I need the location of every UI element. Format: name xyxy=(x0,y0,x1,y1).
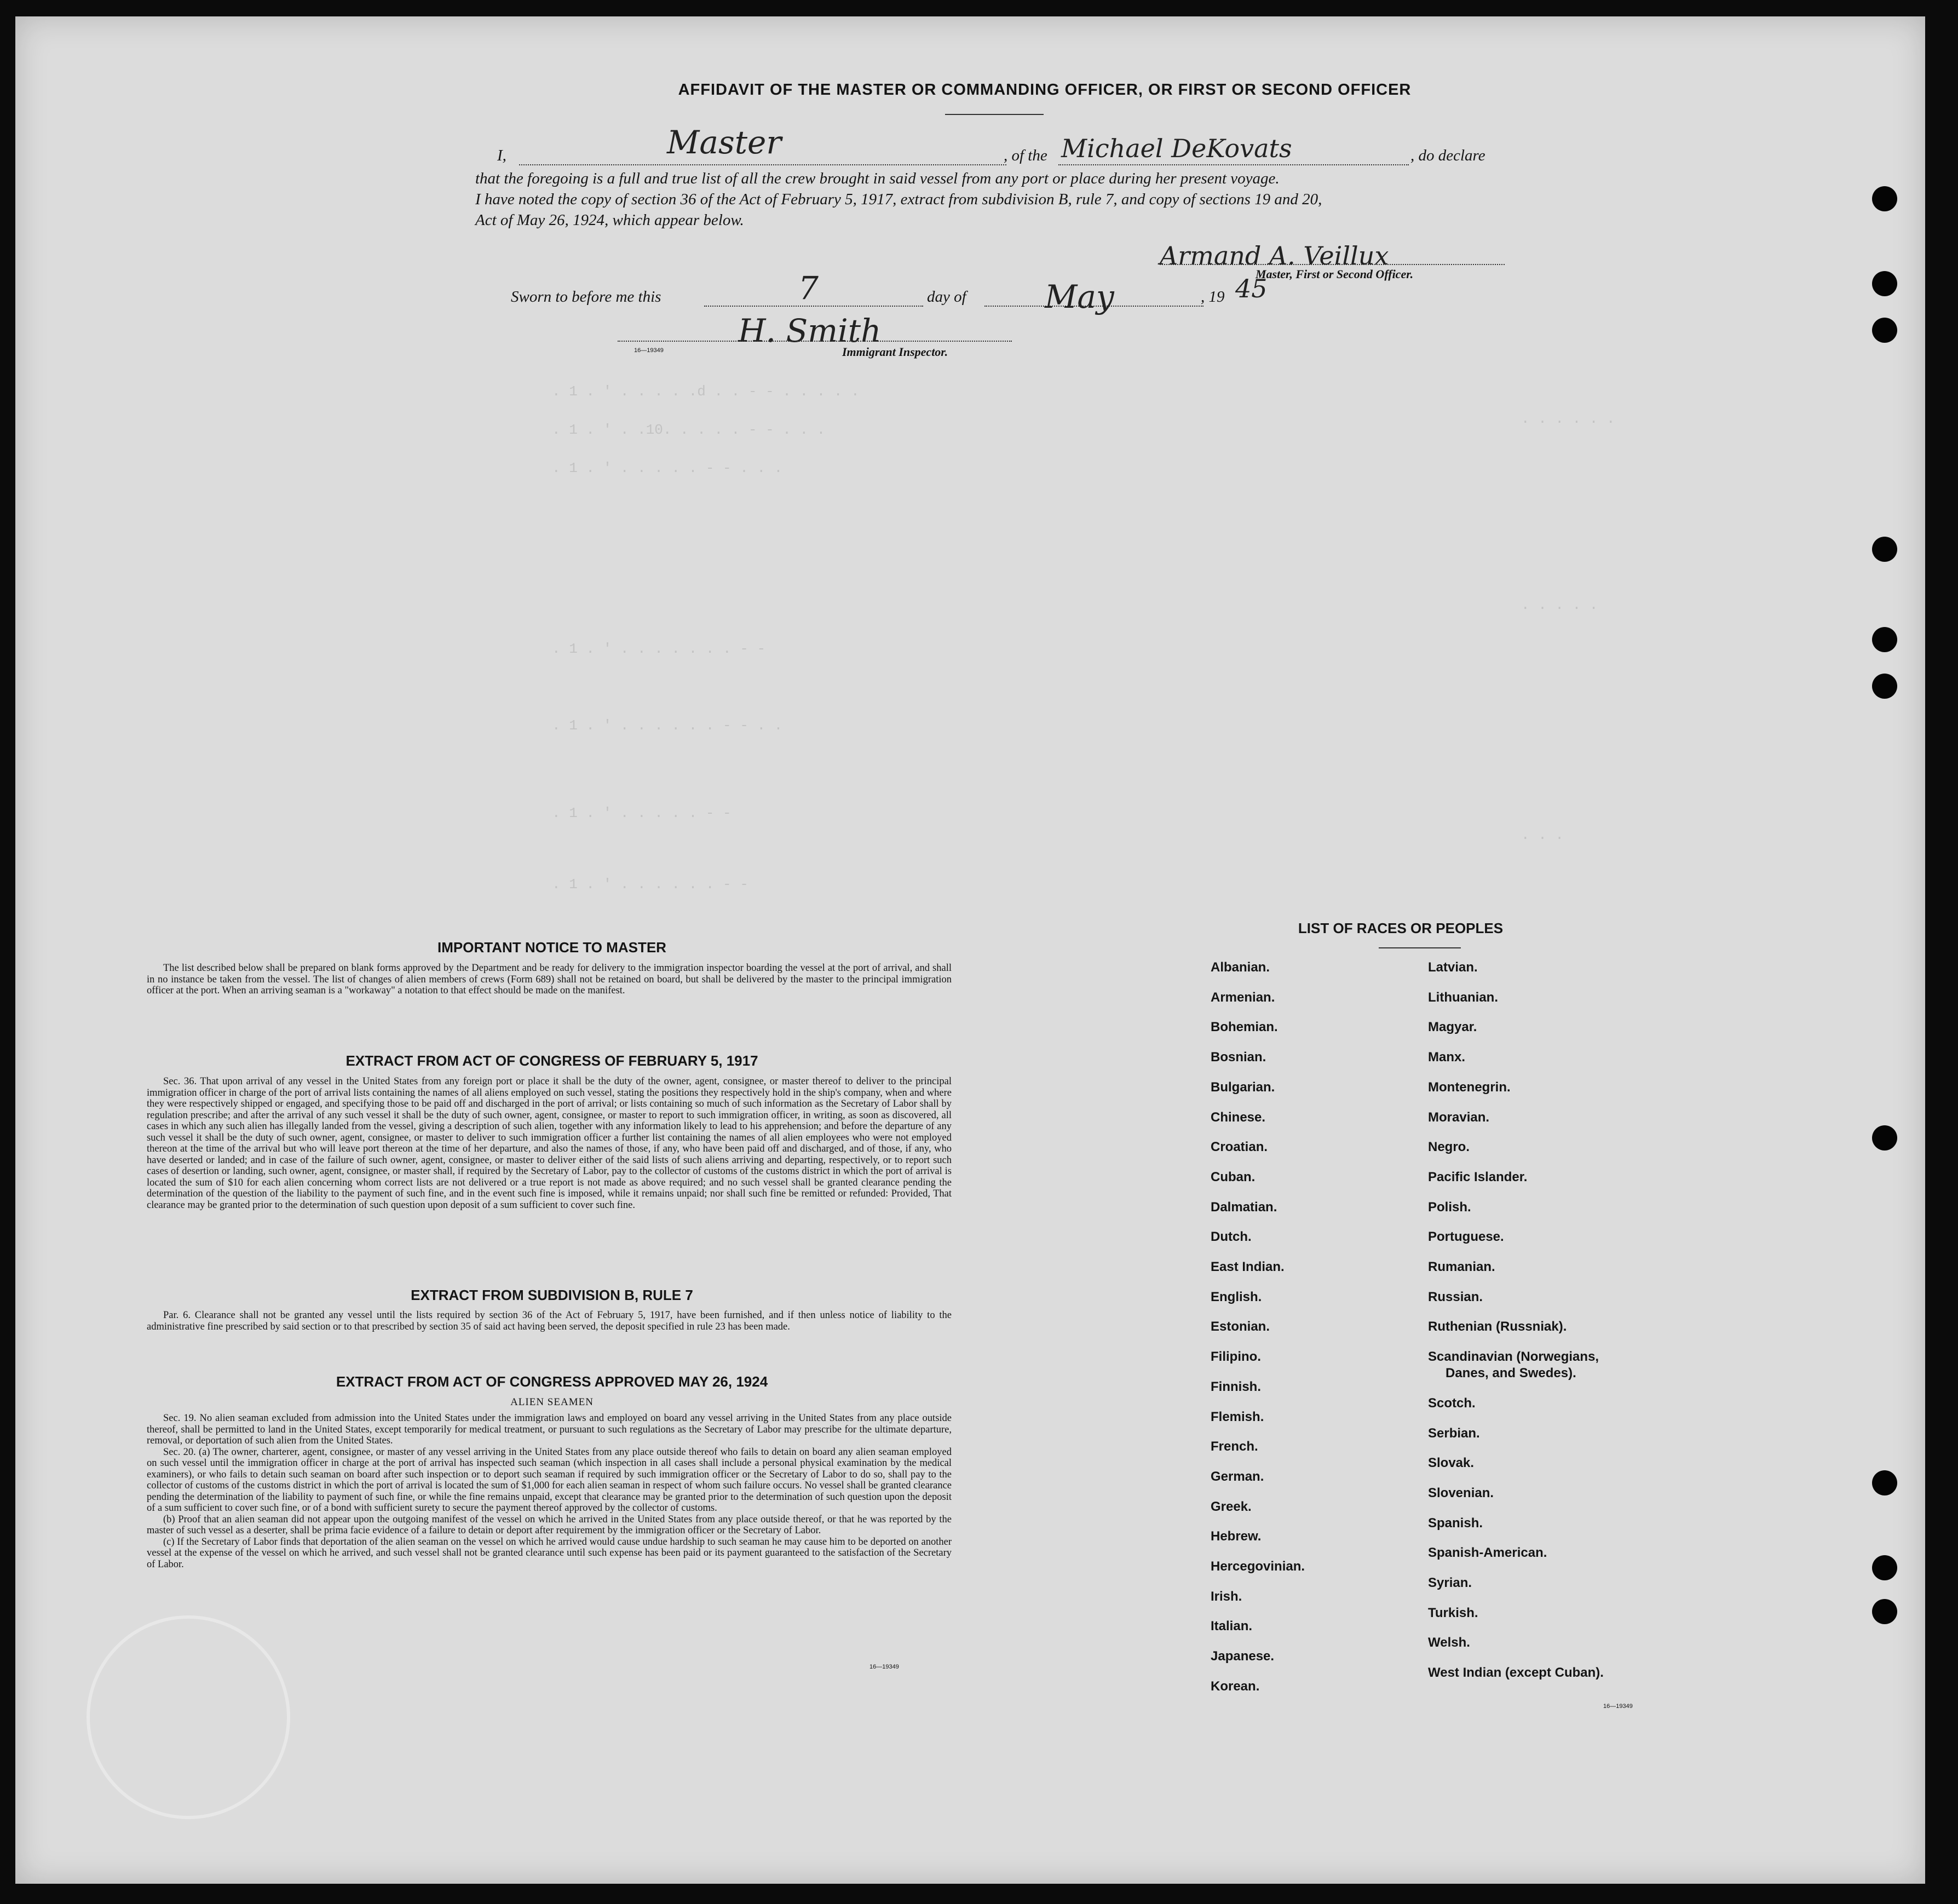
race-item: Montenegrin. xyxy=(1428,1079,1511,1095)
race-item: Irish. xyxy=(1211,1589,1242,1604)
declaration-line-3: I have noted the copy of section 36 of the Act of February 5, 1917, extract from subdivision B, rule 7, and copy of sections 19 and 20, xyxy=(475,191,1322,208)
affidavit-title: AFFIDAVIT OF THE MASTER OR COMMANDING OFFICER, OR FIRST OR SECOND OFFICER xyxy=(678,81,1412,99)
race-item: Slovak. xyxy=(1428,1456,1475,1471)
race-item: Albanian. xyxy=(1211,960,1270,975)
inspector-signature-line xyxy=(618,341,1012,342)
section-36-paragraph: Sec. 36. That upon arrival of any vessel in the United States from any foreign port or place it shall be the duty of the owner, agent, consignee, or master thereof to deliver to the principal immigration officer in charge of the port of arrival lists containing the names of all aliens employed on such vessel, stating the positions they respectively hold in the ship's company, when and where they were respectively shipped or engaged, and specifying those to be paid off and discharged in the port of arrival; or lists containing so much of such information as the Secretary of Labor shall by regulation prescribe; and after the arrival of any such vessel it shall be the duty of such owner, agent, consignee, or master to report to such immigration officer, in writing, as soon as discovered, all cases in which any such alien has illegally landed from the vessel, giving a description of such alien, together with any information likely to lead to his apprehension; and before the departure of any such vessel it shall be the duty of such owner, agent, consignee, or master to deliver to such immigration officer a further list containing the names of all alien employees who were not employed thereon at the time of the arrival but who will leave port thereon at the time of her departure, and also the names of those, if any, who have been paid off and discharged, and of those, if any, who have deserted or landed; and in case of the failure of such owner, agent, consignee, or master to deliver either of the said lists of such aliens arriving and departing, respectively, or to report such cases of desertion or landing, such owner, agent, consignee, or master shall, if required by the Secretary of Labor, pay to the collector of customs of the customs district in which the port of arrival is located the sum of $10 for each alien concerning whom correct lists are not delivered or a true report is not made as above required; and no such vessel shall be granted clearance pending the determination of the question of the liability to the payment of such fine, and in the event such fine is imposed, while it remains unpaid; nor shall such fine be remitted or refunded: Provided, That clearance may be granted prior to the determination of such question upon deposit of a sum sufficient to cover such fine. xyxy=(147,1076,952,1211)
alien-seamen-subheading: ALIEN SEAMEN xyxy=(510,1396,594,1408)
declaration-of-the: , of the xyxy=(1004,147,1047,164)
inspector-signature: H. Smith xyxy=(738,312,882,349)
bleed-through-marks: . . . . . . xyxy=(1521,411,1615,427)
race-item: Armenian. xyxy=(1211,990,1275,1005)
race-item: English. xyxy=(1211,1289,1262,1304)
section-20b-paragraph: (b) Proof that an alien seaman did not appear upon the outgoing manifest of the vessel on which he arrived in the United States from any place outside thereof, or that he was reported by the master of such vessel as a deserter, shall be prima facie evidence of a failure to detain or deport after requirement by the immigration officer or the Secretary of Labor. xyxy=(147,1514,952,1536)
day-of-text: day of xyxy=(927,288,966,306)
rank-handwriting: Master xyxy=(667,124,782,161)
race-item: Bohemian. xyxy=(1211,1020,1278,1035)
race-item: Hercegovinian. xyxy=(1211,1559,1305,1574)
sworn-text: Sworn to before me this xyxy=(511,288,661,306)
race-item: Japanese. xyxy=(1211,1649,1275,1664)
rule7-text xyxy=(147,1310,952,1332)
section-20c-paragraph: (c) If the Secretary of Labor finds that deportation of the alien seaman on the vessel on which he arrived would cause undue hardship to such seaman he may cause him to be deported on another vessel at the expense of the vessel on which he arrived, and such vessel shall not be granted clearance until such expense has been paid or its payment guaranteed to the satisfaction of the Secretary of Labor. xyxy=(147,1536,952,1570)
extract-1924-heading: EXTRACT FROM ACT OF CONGRESS APPROVED MAY 26, 1924 xyxy=(336,1373,768,1390)
race-item: Scandinavian (Norwegians, xyxy=(1428,1349,1599,1365)
race-item: Manx. xyxy=(1428,1050,1466,1065)
declaration-line-2: that the foregoing is a full and true list of all the crew brought in said vessel from any port or place during her present voyage. xyxy=(475,170,1280,187)
declaration-i: I, xyxy=(497,147,506,164)
punch-hole xyxy=(1872,1555,1897,1580)
punch-hole xyxy=(1872,674,1897,699)
officer-caption: Master, First or Second Officer. xyxy=(1256,267,1414,281)
bleed-through-marks: . 1 . ' . .10. . . . . - - . . . xyxy=(552,422,826,438)
bleed-through-marks: . 1 . ' . . . . . . - - xyxy=(552,876,748,893)
punch-hole xyxy=(1872,627,1897,652)
section-19-paragraph: Sec. 19. No alien seaman excluded from admission into the United States under the immigration laws and employed on board any vessel arriving in the United States from any place outside thereof, shall be permitted to land in the United States, except temporarily for medical treatment, or pursuant to such regulations as the Secretary of Labor may prescribe for the ultimate departure, removal, or deportation of such alien from the United States. xyxy=(147,1413,952,1446)
race-item: Finnish. xyxy=(1211,1379,1261,1394)
notice-paragraph: The list described below shall be prepared on blank forms approved by the Department and be ready for delivery to the immigration inspector boarding the vessel at the port of arrival, and shall in no instance be taken from the vessel. The list of changes of alien members of crews (Form 689) shall not be retained on board, but shall be delivered by the master to the principal immigration officer at the port. When an arriving seaman is a "workaway" a notation to that effect should be made on the manifest. xyxy=(147,963,952,996)
bleed-through-marks: . 1 . ' . . . . .d . . - - . . . . . xyxy=(552,383,860,400)
extract-1917-text xyxy=(147,1076,952,1211)
race-item: Spanish. xyxy=(1428,1515,1483,1531)
vessel-line xyxy=(1058,164,1409,166)
race-item: Bulgarian. xyxy=(1211,1079,1275,1095)
bleed-through-marks: . 1 . ' . . . . . - - . . . xyxy=(552,460,783,476)
race-item: Moravian. xyxy=(1428,1109,1490,1125)
race-item: Russian. xyxy=(1428,1289,1483,1304)
punch-hole xyxy=(1872,318,1897,343)
race-item: Hebrew. xyxy=(1211,1529,1262,1544)
bleed-through-marks: . 1 . ' . . . . . . . - - xyxy=(552,641,766,657)
race-item: Polish. xyxy=(1428,1199,1471,1215)
race-item: Dalmatian. xyxy=(1211,1199,1277,1215)
sworn-day-handwriting: 7 xyxy=(798,269,819,307)
race-item: Negro. xyxy=(1428,1140,1470,1155)
race-item: Ruthenian (Russniak). xyxy=(1428,1319,1567,1334)
race-item: Korean. xyxy=(1211,1678,1260,1694)
extract-1924-text xyxy=(147,1413,952,1570)
officer-signature: Armand A. Veillux xyxy=(1160,241,1389,271)
bleed-through-marks: . 1 . ' . . . . . . - - . . xyxy=(552,717,783,734)
rule7-heading: EXTRACT FROM SUBDIVISION B, RULE 7 xyxy=(411,1287,693,1303)
notice-text xyxy=(147,963,952,997)
sworn-year-handwriting: 45 xyxy=(1235,274,1268,303)
race-item: Scotch. xyxy=(1428,1395,1476,1411)
race-item: Filipino. xyxy=(1211,1349,1261,1365)
race-item: Lithuanian. xyxy=(1428,990,1498,1005)
race-item: Portuguese. xyxy=(1428,1229,1504,1245)
punch-hole xyxy=(1872,186,1897,211)
document-page xyxy=(15,16,1925,1884)
race-item: Bosnian. xyxy=(1211,1050,1266,1065)
notice-heading: IMPORTANT NOTICE TO MASTER xyxy=(437,939,666,956)
race-item: Pacific Islander. xyxy=(1428,1169,1528,1184)
punch-hole xyxy=(1872,1125,1897,1151)
race-item: Dutch. xyxy=(1211,1229,1252,1245)
races-divider xyxy=(1379,947,1461,948)
punch-hole xyxy=(1872,271,1897,296)
race-item: Rumanian. xyxy=(1428,1259,1495,1274)
declaration-line-4: Act of May 26, 1924, which appear below. xyxy=(475,211,744,229)
race-item: Magyar. xyxy=(1428,1020,1477,1035)
officer-signature-line xyxy=(1160,264,1505,266)
punch-hole xyxy=(1872,1470,1897,1495)
rank-line xyxy=(519,164,1006,166)
race-item: Danes, and Swedes). xyxy=(1446,1366,1576,1381)
races-form-number: 16—19349 xyxy=(1603,1703,1633,1710)
race-item: Croatian. xyxy=(1211,1140,1268,1155)
extract-1917-heading: EXTRACT FROM ACT OF CONGRESS OF FEBRUARY 5, 1917 xyxy=(345,1052,758,1069)
title-divider xyxy=(945,114,1044,115)
bleed-through-marks: . 1 . ' . . . . . - - xyxy=(552,805,732,821)
embossed-seal xyxy=(87,1615,290,1819)
vessel-name-handwriting: Michael DeKovats xyxy=(1061,134,1292,163)
race-item: Latvian. xyxy=(1428,960,1478,975)
race-item: Flemish. xyxy=(1211,1409,1264,1424)
bleed-through-marks: . . . . . xyxy=(1521,597,1598,613)
race-item: Cuban. xyxy=(1211,1169,1256,1184)
race-item: East Indian. xyxy=(1211,1259,1285,1274)
punch-hole xyxy=(1872,1599,1897,1624)
rule7-paragraph: Par. 6. Clearance shall not be granted any vessel until the lists required by section 36 of the Act of February 5, 1917, have been furnished, and if then unless notice of liability to the administrative fine prescribed by said section or to that prescribed by section 35 of said act having been served, the deposit specified in rule 23 has been made. xyxy=(147,1310,952,1332)
race-item: Serbian. xyxy=(1428,1425,1480,1441)
section-20a-paragraph: Sec. 20. (a) The owner, charterer, agent, consignee, or master of any vessel arriving in the United States from any place outside thereof who fails to detain on board any alien seaman employed on such vessel until the immigration officer in charge at the port of arrival has inspected such seaman (which inspection in all cases shall include a personal physical examination by the medical examiners), or who fails to detain such seaman on board after such inspection or to deport such seaman if required by such immigration officer or the Secretary of Labor to do so, shall pay to the collector of customs of the customs district in which the port of arrival is located the sum of $1,000 for each alien seaman in respect of whom such failure occurs. No vessel shall be granted clearance pending the determination of the liability to payment of such fine, or while the fine remains unpaid, except that clearance may be granted prior to the determination of such question upon the deposit of a sum sufficient to cover such fine, or of a bond with sufficient surety to secure the payment thereof approved by the collector of customs. xyxy=(147,1446,952,1514)
race-item: Syrian. xyxy=(1428,1575,1472,1590)
race-item: West Indian (except Cuban). xyxy=(1428,1665,1604,1681)
races-heading: LIST OF RACES OR PEOPLES xyxy=(1298,920,1504,936)
race-item: French. xyxy=(1211,1439,1258,1454)
race-item: Slovenian. xyxy=(1428,1485,1494,1500)
declaration-declare: , do declare xyxy=(1410,147,1485,164)
race-item: Estonian. xyxy=(1211,1319,1270,1334)
race-item: Welsh. xyxy=(1428,1635,1470,1650)
year-prefix: , 19 xyxy=(1201,288,1225,306)
sworn-month-handwriting: May xyxy=(1045,278,1114,315)
extract-form-number: 16—19349 xyxy=(869,1664,899,1670)
race-item: Turkish. xyxy=(1428,1605,1478,1620)
race-item: Italian. xyxy=(1211,1619,1253,1634)
form-number: 16—19349 xyxy=(634,347,664,354)
inspector-caption: Immigrant Inspector. xyxy=(842,345,948,359)
bleed-through-marks: . . . xyxy=(1521,827,1564,843)
race-item: Greek. xyxy=(1211,1499,1252,1514)
punch-hole xyxy=(1872,537,1897,562)
race-item: German. xyxy=(1211,1469,1264,1484)
race-item: Chinese. xyxy=(1211,1109,1266,1125)
race-item: Spanish-American. xyxy=(1428,1545,1547,1561)
